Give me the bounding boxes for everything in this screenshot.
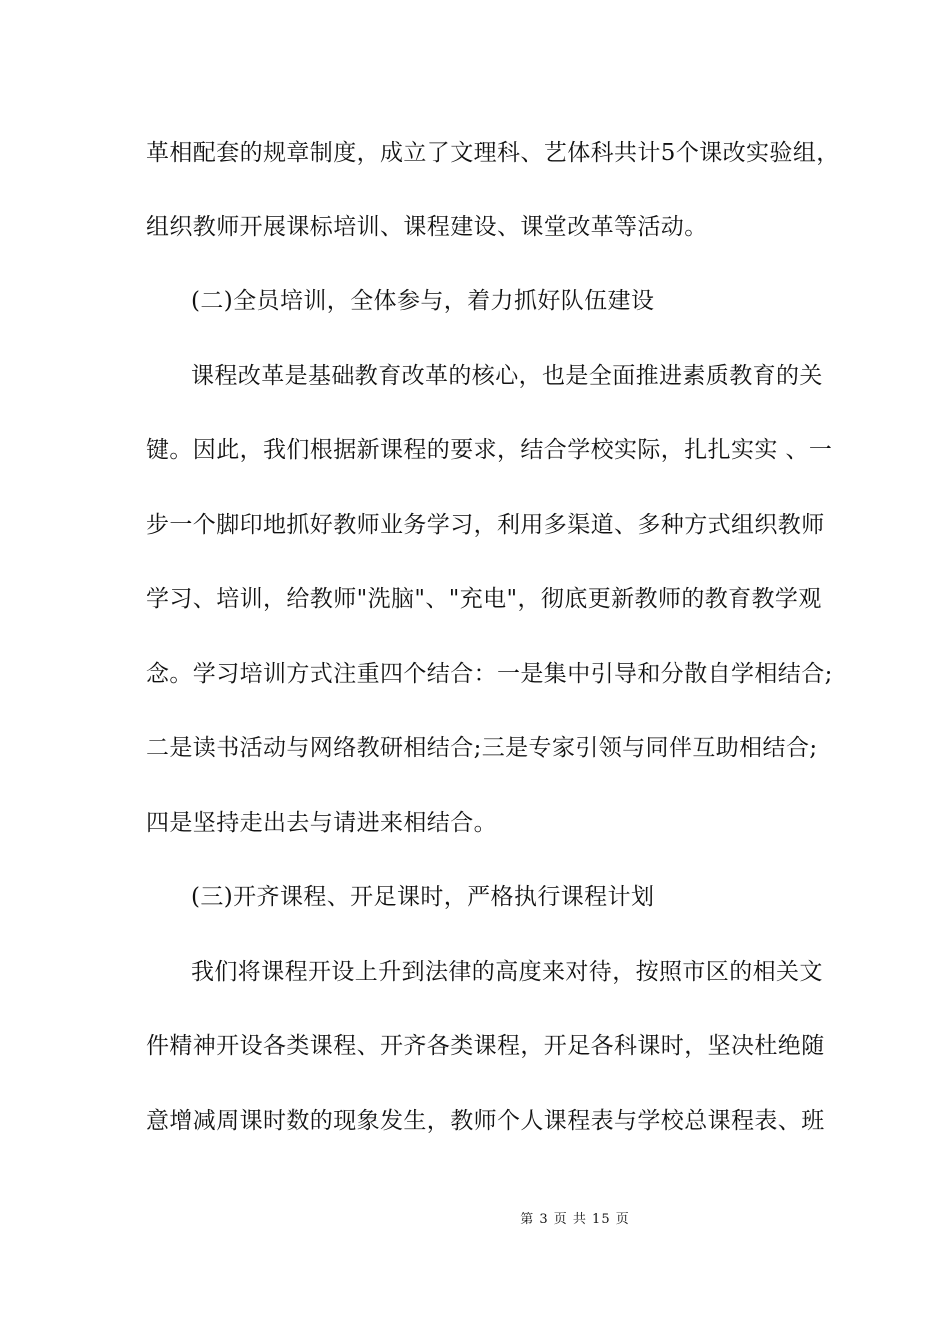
page-number-footer: 第 3 页 共 15 页 [520,1212,630,1227]
body-text-line: 我们将课程开设上升到法律的高度来对待，按照市区的相关文 [191,959,823,985]
body-text-line: 念。学习培训方式注重四个结合：一是集中引导和分散自学相结合; [146,661,833,687]
body-text-line: 意增减周课时数的现象发生，教师个人课程表与学校总课程表、班 [146,1108,825,1134]
body-text-line: 学习、培训，给教师"洗脑"、"充电"，彻底更新教师的教育教学观 [146,586,822,612]
section-heading: (二)全员培训，全体参与，着力抓好队伍建设 [191,288,655,314]
body-text-line: 四是坚持走出去与请进来相结合。 [146,810,497,836]
section-heading: (三)开齐课程、开足课时，严格执行课程计划 [191,884,655,910]
body-text-line: 革相配套的规章制度，成立了文理科、艺体科共计5个课改实验组， [146,140,840,166]
body-text-line: 课程改革是基础教育改革的核心，也是全面推进素质教育的关 [191,363,823,389]
body-text-line: 键。因此，我们根据新课程的要求，结合学校实际，扎扎实实 、一 [146,437,833,463]
body-text-line: 二是读书活动与网络教研相结合;三是专家引领与同伴互助相结合; [146,735,818,761]
body-text-line: 组织教师开展课标培训、课程建设、课堂改革等活动。 [146,214,708,240]
body-text-line: 件精神开设各类课程、开齐各类课程，开足各科课时，坚决杜绝随 [146,1033,825,1059]
body-text-line: 步一个脚印地抓好教师业务学习，利用多渠道、多种方式组织教师 [146,512,825,538]
